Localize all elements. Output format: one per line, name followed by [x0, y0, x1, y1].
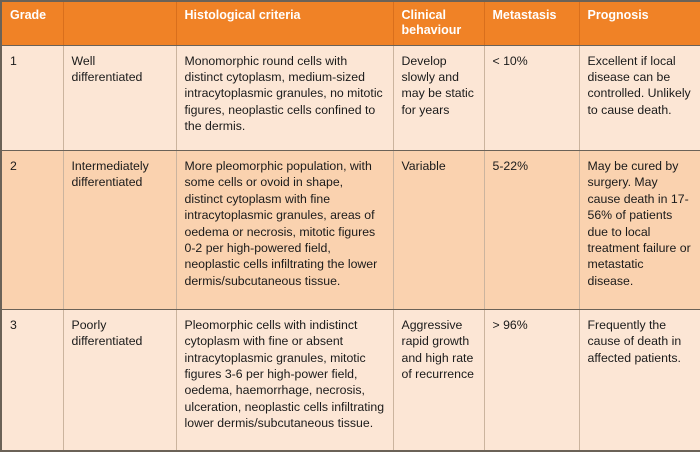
- cell-differentiation: Well differentiated: [63, 45, 176, 150]
- column-header-grade: Grade: [1, 1, 63, 45]
- table-body: [1, 45, 700, 451]
- cell-histological: Monomorphic round cells with distinct cytoplasm, medium-sized intracytoplasmic granules, no mitotic figures, neoplastic cells confined to the dermis.: [176, 45, 393, 150]
- table-header: [1, 1, 700, 45]
- cell-prognosis: Frequently the cause of death in affected patients.: [579, 309, 700, 451]
- column-header-differentiation: [63, 1, 176, 45]
- cell-clinical: Aggressive rapid growth and high rate of recurrence: [393, 309, 484, 451]
- cell-clinical: Develop slowly and may be static for years: [393, 45, 484, 150]
- cell-metastasis: 5-22%: [484, 150, 579, 309]
- table-row: [1, 45, 700, 150]
- cell-metastasis: < 10%: [484, 45, 579, 150]
- cell-grade: 3: [1, 309, 63, 451]
- cell-prognosis: Excellent if local disease can be controlled. Unlikely to cause death.: [579, 45, 700, 150]
- cell-differentiation: Poorly differentiated: [63, 309, 176, 451]
- column-header-metastasis: Metastasis: [484, 1, 579, 45]
- column-header-clinical-behaviour: Clinical behaviour: [393, 1, 484, 45]
- column-header-prognosis: Prognosis: [579, 1, 700, 45]
- table-row: [1, 150, 700, 309]
- header-row: [1, 1, 700, 45]
- table-row: [1, 309, 700, 451]
- cell-grade: 2: [1, 150, 63, 309]
- cell-clinical: Variable: [393, 150, 484, 309]
- cell-grade: 1: [1, 45, 63, 150]
- cell-prognosis: May be cured by surgery. May cause death in 17-56% of patients due to local treatment failure or metastatic disease.: [579, 150, 700, 309]
- cell-differentiation: Intermediately differentiated: [63, 150, 176, 309]
- cell-histological: More pleomorphic population, with some cells or ovoid in shape, distinct cytoplasm with fine intracytoplasmic granules, areas of oedema or necrosis, mitotic figures 0-2 per high-powered field, neoplastic cells infiltrating the lower dermis/subcutaneous tissue.: [176, 150, 393, 309]
- column-header-histological-criteria: Histological criteria: [176, 1, 393, 45]
- cell-metastasis: > 96%: [484, 309, 579, 451]
- cell-histological: Pleomorphic cells with indistinct cytoplasm with fine or absent intracytoplasmic granules, mitotic figures 3-6 per high-power field, oedema, haemorrhage, necrosis, ulceration, neoplastic cells infiltrating lower dermis/subcutaneous tissue.: [176, 309, 393, 451]
